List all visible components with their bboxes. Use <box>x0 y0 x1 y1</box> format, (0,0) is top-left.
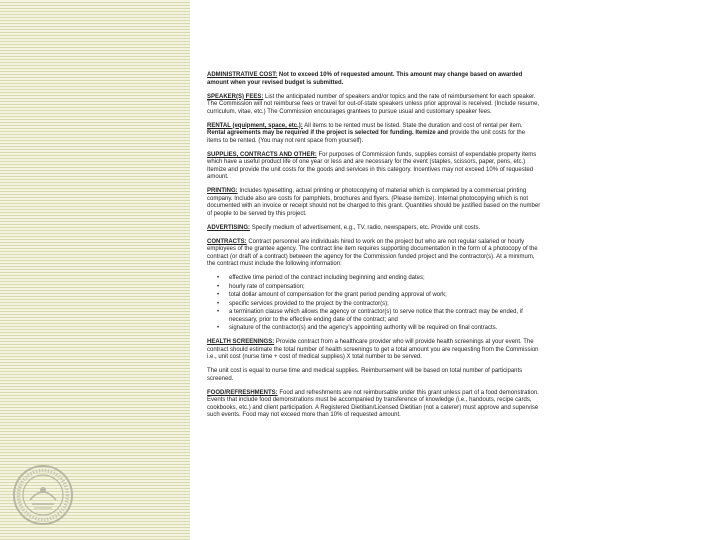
section-text: Not to exceed 10% of requested amount. This amount may change based on awarded amount when your revised budget is submitted. <box>207 72 523 86</box>
section-text: Includes typesetting, actual printing or photocopying of material which is completed by a commercial printing company. Include also are costs for pamphlets, brochures and flyers. (Please itemize). Internal photocopying which is not documented with an invoice or receipt should not be charged to this grant. Quantities should be justified based on the number of people to be served by this project. <box>207 188 541 217</box>
contract-requirements-list <box>207 275 541 333</box>
section-text: For purposes of Commission funds, supplies consist of expendable property items which have a useful product life of one year or less and are necessary for the event (staples, scissors, paper, pens, etc.) Itemize and provide the unit costs for the goods and services in this category. Incentives may not exceed 10% of requested amount. <box>207 151 537 180</box>
commission-seal-icon <box>12 464 74 526</box>
section-heading: ADVERTISING: <box>207 224 251 231</box>
section-food-refreshments <box>207 390 541 420</box>
section-text: Provide contract from a healthcare provider who will provide health screenings at your event. The contract should estimate the total number of health screenings to get a total amount you are requesting from the Commission i.e., unit cost (nurse time + cost of medical supplies) X total number to be served. <box>207 339 539 360</box>
section-heading: CONTRACTS: <box>207 238 247 245</box>
list-item: • total dollar amount of compensation for the grant period pending approval of work; <box>229 292 541 300</box>
section-heading: SUPPLIES, CONTRACTS AND OTHER: <box>207 151 317 158</box>
section-text: Contract personnel are individuals hired to work on the project but who are not regular salaried or hourly employees of the grantee agency. The contract line item requires supporting documentation in the form of a photocopy of the contract (or draft of a contract) between the agency for the Commission funded project and the contractor(s). At a minimum, the contract must include the following information: <box>207 238 538 267</box>
section-text-after: provide the unit costs for the items to be rented. (You may not rent space from yourself). <box>207 130 526 144</box>
decorative-striped-sidebar <box>0 0 190 540</box>
section-heading: SPEAKER(S) FEES: <box>207 93 264 100</box>
section-text: Food and refreshments are not reimbursable under this grant unless part of a food demonstration. Events that include food demonstrations must be accompanied by transference of knowledge (i.e., handouts, recipe cards, cookbooks, etc.) and client participation. A Registered Dietitian/Licensed Dietitian (not a caterer) must approve and supervise such events. Food may not exceed more than 10% of requested amount. <box>207 389 539 418</box>
section-heading: HEALTH SCREENINGS: <box>207 339 275 345</box>
section-text: All items to be rented must be listed. State the duration and cost of rental per item. <box>304 122 523 129</box>
document-page <box>207 72 541 426</box>
list-item: • signature of the contractor(s) and the agency's appointing authority will be required on final contracts. <box>229 325 541 333</box>
section-health-screenings-note: The unit cost is equal to nurse time and medical supplies. Reimbursement will be based on total number of participants screened. <box>207 368 523 382</box>
section-health-screenings <box>207 339 541 362</box>
list-item: • specific services provided to the project by the contractor(s); <box>229 301 541 309</box>
section-heading: ADMINISTRATIVE COST: <box>207 72 278 78</box>
section-printing <box>207 188 541 218</box>
section-heading: PRINTING: <box>207 188 238 194</box>
section-advertising <box>207 225 541 233</box>
list-item: • effective time period of the contract including beginning and ending dates; <box>229 275 541 283</box>
section-text: List the anticipated number of speakers and/or topics and the rate of reimbursement for each speaker. The Commission will not reimburse fees or travel for out-of-state speakers unless prior approval is received. (Include resume, curriculum, vitae, etc.) The Commission encourages grantees to pursue usual and customary speaker fees. <box>207 93 540 115</box>
section-contracts <box>207 239 541 269</box>
section-text: Specify medium of advertisement, e.g., TV, radio, newspapers, etc. Provide unit costs. <box>251 224 481 231</box>
list-item: • hourly rate of compensation; <box>229 284 541 292</box>
section-heading: RENTAL (equipment, space, etc.): <box>207 122 303 129</box>
section-supplies <box>207 152 541 182</box>
section-text-bold: Rental agreements may be required if the project is selected for funding. Itemize and <box>207 130 449 136</box>
section-speaker-fees <box>207 94 541 117</box>
section-heading: FOOD/REFRESHMENTS: <box>207 389 278 396</box>
section-rental <box>207 123 541 146</box>
list-item: • a termination clause which allows the agency or contractor(s) to serve notice that the contract may be ended, if necessary, prior to the effective ending date of the contract; and <box>229 309 541 324</box>
section-administrative-cost <box>207 72 541 87</box>
